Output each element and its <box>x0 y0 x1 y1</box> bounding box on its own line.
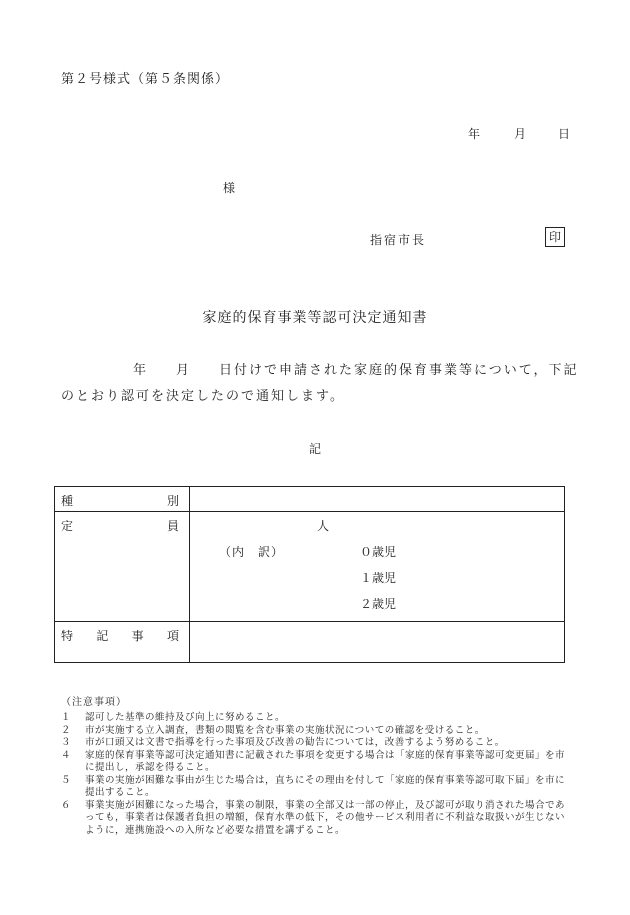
note-text: 市が実施する立入調査，書類の閲覧を含む事業の実施状況についての確認を受けること。 <box>85 724 485 736</box>
type-label-cell <box>55 487 190 512</box>
type-value-cell[interactable] <box>190 487 565 512</box>
note-number: ３ <box>61 737 72 748</box>
notes-list <box>61 712 571 837</box>
addressee-suffix: 様 <box>223 181 236 195</box>
remarks-label-char: 特 <box>61 629 74 643</box>
type-label-char: 別 <box>166 494 179 508</box>
note-number: ２ <box>61 724 72 736</box>
note-text: 家庭的保育事業等認可決定通知書に記載された事項を変更する場合は「家庭的保育事業等認可変更届」を市に提出し，承認を得ること。 <box>85 749 566 773</box>
remarks-label-char: 事 <box>131 629 144 643</box>
type-label-char: 種 <box>61 494 74 508</box>
note-number: ４ <box>61 749 72 761</box>
note-text: 市が口頭又は文書で指導を行った事項及び改善の勧告については，改善するよう努めること。 <box>85 737 505 748</box>
note-text: 事業の実施が困難な事由が生じた場合は，直ちにその理由を付して「家庭的保育事業等認可取下届」を市に提出すること。 <box>85 774 566 798</box>
issuer-name: 指宿市長 <box>370 233 427 247</box>
remarks-value-cell[interactable] <box>190 622 565 663</box>
capacity-label-cell <box>55 512 190 622</box>
body-month: 月 <box>176 363 192 378</box>
note-text: 認可した基準の維持及び向上に努めること。 <box>85 712 286 723</box>
body-line-2: のとおり認可を決定したので通知します。 <box>61 389 345 404</box>
capacity-value-cell[interactable] <box>190 512 565 622</box>
list-item <box>61 725 571 738</box>
breakdown-label: （内 訳） <box>219 545 285 559</box>
form-number: 第２号様式（第５条関係） <box>61 72 230 87</box>
capacity-unit: 人 <box>317 519 330 533</box>
body-line-1-rest: 日付けで申請された家庭的保育事業等について，下記 <box>219 363 579 378</box>
age-2-label: ２歳児 <box>360 597 397 611</box>
table-row-type <box>55 487 565 512</box>
remarks-label-char: 記 <box>96 629 109 643</box>
date-year-label: 年 <box>468 127 481 141</box>
body-year: 年 <box>133 363 149 378</box>
seal-box: 印 <box>545 227 565 247</box>
ki-heading: 記 <box>308 442 321 456</box>
note-text: 事業実施が困難になった場合，事業の制限，事業の全部又は一部の停止，及び認可が取り消された場合であっても，事業者は保護者負担の増額，保育水準の低下，その他サービス利用者に不利益な取扱いが生じないように，連携施設への入所など必要な措置を講ずること。 <box>85 799 566 836</box>
list-item <box>61 800 571 838</box>
remarks-label-char: 項 <box>166 629 179 643</box>
body-line-1 <box>61 359 579 378</box>
table-row-remarks <box>55 622 565 663</box>
list-item <box>61 775 571 800</box>
age-1-label: １歳児 <box>360 571 397 585</box>
note-number: ６ <box>61 799 72 811</box>
list-item <box>61 712 571 725</box>
date-day-label: 日 <box>558 127 571 141</box>
capacity-label-char: 定 <box>61 519 74 533</box>
list-item <box>61 750 571 775</box>
document-title: 家庭的保育事業等認可決定通知書 <box>202 310 428 326</box>
date-month-label: 月 <box>514 127 527 141</box>
note-number: ５ <box>61 774 72 786</box>
list-item <box>61 737 571 750</box>
details-table <box>54 486 565 663</box>
capacity-label-char: 員 <box>166 519 179 533</box>
age-0-label: ０歳児 <box>360 545 397 559</box>
notes-title: （注意事項） <box>61 697 127 708</box>
remarks-label-cell <box>55 622 190 663</box>
table-row-capacity <box>55 512 565 622</box>
note-number: １ <box>61 712 72 723</box>
